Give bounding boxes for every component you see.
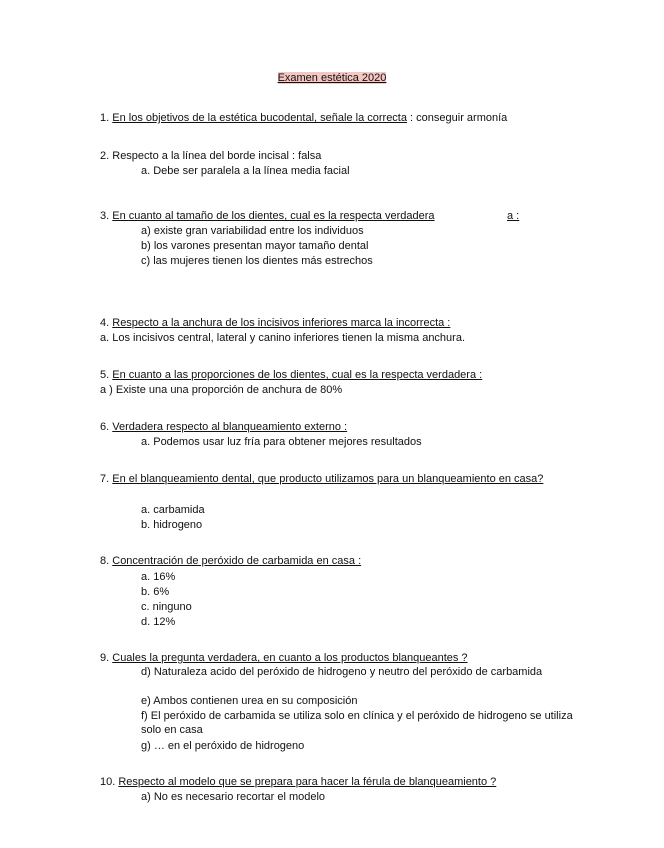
option: d. 12% [141, 616, 176, 628]
question-3-answer: a : [507, 210, 520, 222]
question-10: 10. Respecto al modelo que se prepara para hacer la férula de blanqueamiento ? [100, 776, 497, 788]
question-8: 8. Concentración de peróxido de carbamida en casa : [100, 555, 362, 567]
question-4: 4. Respecto a la anchura de los incisivos inferiores marca la incorrecta : [100, 317, 451, 329]
document-title: Examen estética 2020 [277, 72, 387, 84]
question-3: 3. En cuanto al tamaño de los dientes, cual es la respecta verdadera [100, 210, 435, 222]
option: g) … en el peróxido de hidrogeno [141, 740, 305, 752]
question-7: 7. En el blanqueamiento dental, que producto utilizamos para un blanqueamiento en casa? [100, 473, 544, 485]
option: a ) Existe una una proporción de anchura de 80% [100, 384, 343, 396]
question-9: 9. Cuales la pregunta verdadera, en cuanto a los productos blanqueantes ? [100, 652, 468, 664]
option: a) No es necesario recortar el modelo [141, 791, 326, 803]
option: c) las mujeres tienen los dientes más estrechos [141, 255, 373, 267]
question-5: 5. En cuanto a las proporciones de los dientes, cual es la respecta verdadera : [100, 369, 483, 381]
option: a. Los incisivos central, lateral y canino inferiores tienen la misma anchura. [100, 332, 466, 344]
option: a. carbamida [141, 504, 205, 516]
option: f) El peróxido de carbamida se utiliza solo en clínica y el peróxido de hidrogeno se utiliza solo en casa [141, 710, 573, 736]
option: b. hidrogeno [141, 519, 203, 531]
option: b) los varones presentan mayor tamaño dental [141, 240, 369, 252]
option: d) Naturaleza acido del peróxido de hidrogeno y neutro del peróxido de carbamida [141, 666, 543, 678]
option: a) existe gran variabilidad entre los individuos [141, 225, 364, 237]
option: a. Podemos usar luz fría para obtener mejores resultados [141, 436, 422, 448]
option: c. ninguno [141, 601, 192, 613]
question-6: 6. Verdadera respecto al blanqueamiento externo : [100, 421, 348, 433]
question-1: 1. En los objetivos de la estética bucodental, señale la correcta : conseguir armonía [100, 112, 508, 124]
option: a. 16% [141, 571, 176, 583]
option: b. 6% [141, 586, 170, 598]
option: a. Debe ser paralela a la línea media facial [141, 165, 350, 177]
option: e) Ambos contienen urea en su composición [141, 695, 358, 707]
question-2: 2. Respecto a la línea del borde incisal : falsa [100, 150, 322, 162]
